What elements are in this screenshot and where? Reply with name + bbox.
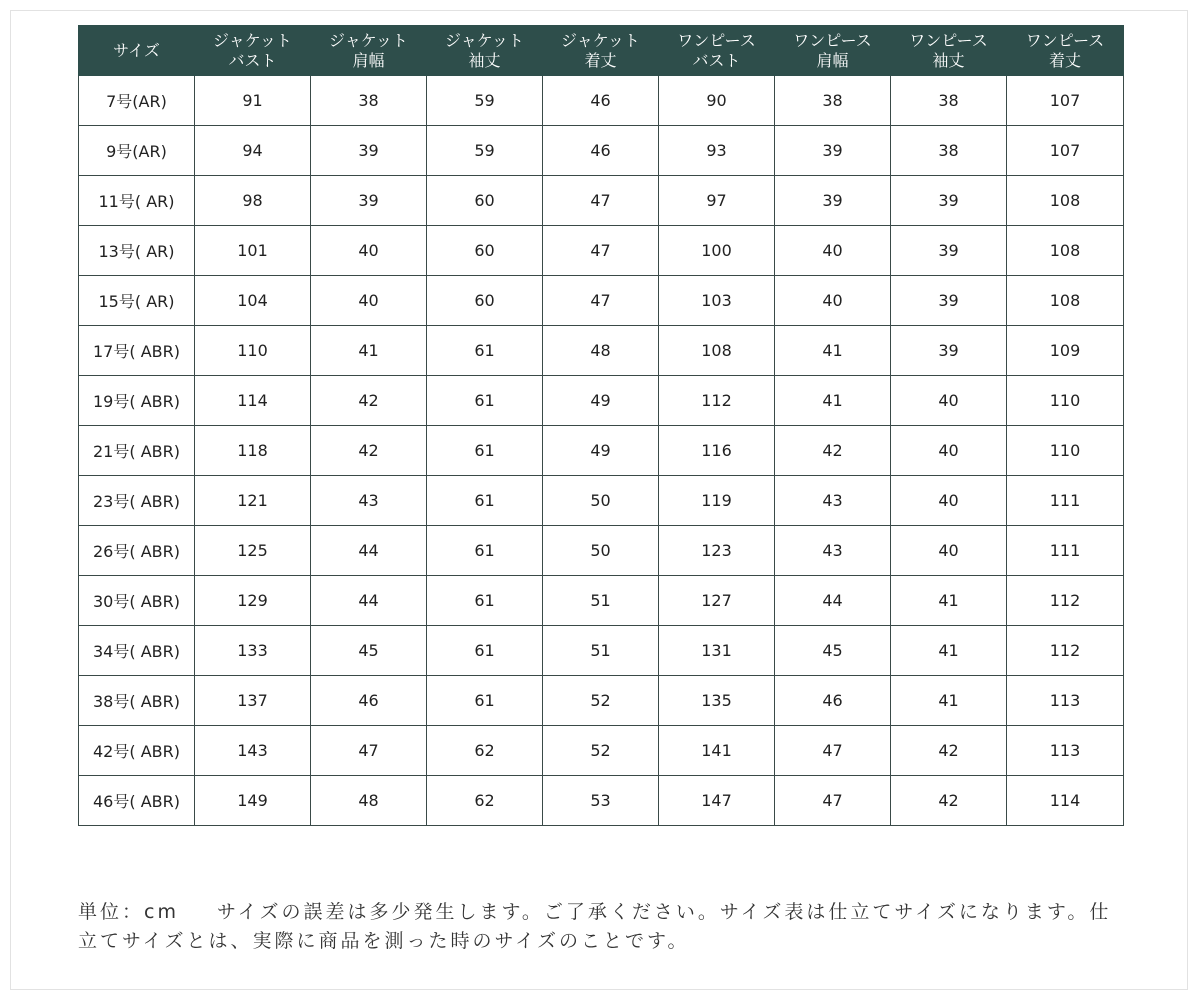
table-row: [79, 76, 1124, 126]
measurement-cell: 62: [427, 726, 543, 776]
measurement-cell: 127: [659, 576, 775, 626]
measurement-cell: 111: [1007, 526, 1124, 576]
measurement-cell: 60: [427, 276, 543, 326]
measurement-cell: 101: [195, 226, 311, 276]
size-note: [78, 898, 1128, 956]
measurement-cell: 41: [775, 376, 891, 426]
measurement-cell: 47: [543, 226, 659, 276]
table-row: [79, 526, 1124, 576]
measurement-cell: 61: [427, 326, 543, 376]
measurement-cell: 42: [891, 776, 1007, 826]
size-cell: 19号( ABR): [79, 376, 195, 426]
measurement-cell: 53: [543, 776, 659, 826]
column-header: ジャケット 着丈: [543, 26, 659, 76]
table-row: [79, 176, 1124, 226]
measurement-cell: 100: [659, 226, 775, 276]
measurement-cell: 42: [311, 376, 427, 426]
measurement-cell: 43: [775, 526, 891, 576]
measurement-cell: 61: [427, 526, 543, 576]
table-row: [79, 576, 1124, 626]
measurement-cell: 41: [311, 326, 427, 376]
column-header: ワンピース 着丈: [1007, 26, 1124, 76]
measurement-cell: 116: [659, 426, 775, 476]
size-cell: 21号( ABR): [79, 426, 195, 476]
measurement-cell: 45: [311, 626, 427, 676]
measurement-cell: 111: [1007, 476, 1124, 526]
measurement-cell: 60: [427, 176, 543, 226]
measurement-cell: 143: [195, 726, 311, 776]
measurement-cell: 50: [543, 476, 659, 526]
measurement-cell: 94: [195, 126, 311, 176]
measurement-cell: 41: [891, 626, 1007, 676]
measurement-cell: 109: [1007, 326, 1124, 376]
measurement-cell: 43: [311, 476, 427, 526]
measurement-cell: 108: [1007, 276, 1124, 326]
measurement-cell: 41: [891, 576, 1007, 626]
measurement-cell: 137: [195, 676, 311, 726]
measurement-cell: 42: [775, 426, 891, 476]
measurement-cell: 113: [1007, 676, 1124, 726]
measurement-cell: 39: [891, 326, 1007, 376]
size-cell: 30号( ABR): [79, 576, 195, 626]
measurement-cell: 90: [659, 76, 775, 126]
measurement-cell: 112: [659, 376, 775, 426]
measurement-cell: 113: [1007, 726, 1124, 776]
measurement-cell: 110: [1007, 376, 1124, 426]
measurement-cell: 40: [775, 226, 891, 276]
size-cell: 13号( AR): [79, 226, 195, 276]
measurement-cell: 108: [659, 326, 775, 376]
size-cell: 26号( ABR): [79, 526, 195, 576]
measurement-cell: 93: [659, 126, 775, 176]
measurement-cell: 61: [427, 476, 543, 526]
measurement-cell: 129: [195, 576, 311, 626]
measurement-cell: 147: [659, 776, 775, 826]
measurement-cell: 61: [427, 376, 543, 426]
measurement-cell: 40: [311, 226, 427, 276]
measurement-cell: 110: [195, 326, 311, 376]
measurement-cell: 41: [775, 326, 891, 376]
measurement-cell: 61: [427, 576, 543, 626]
measurement-cell: 48: [543, 326, 659, 376]
measurement-cell: 123: [659, 526, 775, 576]
measurement-cell: 133: [195, 626, 311, 676]
measurement-cell: 108: [1007, 226, 1124, 276]
size-cell: 15号( AR): [79, 276, 195, 326]
measurement-cell: 119: [659, 476, 775, 526]
table-row: [79, 476, 1124, 526]
column-header: ワンピース 肩幅: [775, 26, 891, 76]
measurement-cell: 39: [891, 176, 1007, 226]
measurement-cell: 48: [311, 776, 427, 826]
measurement-cell: 40: [891, 376, 1007, 426]
size-cell: 38号( ABR): [79, 676, 195, 726]
measurement-cell: 41: [891, 676, 1007, 726]
measurement-cell: 61: [427, 426, 543, 476]
measurement-cell: 47: [775, 726, 891, 776]
unit-label: 単位：cm: [78, 901, 179, 923]
measurement-cell: 39: [311, 176, 427, 226]
column-header: ジャケット 肩幅: [311, 26, 427, 76]
measurement-cell: 47: [543, 176, 659, 226]
measurement-cell: 131: [659, 626, 775, 676]
measurement-cell: 118: [195, 426, 311, 476]
measurement-cell: 112: [1007, 576, 1124, 626]
measurement-cell: 112: [1007, 626, 1124, 676]
measurement-cell: 135: [659, 676, 775, 726]
measurement-cell: 110: [1007, 426, 1124, 476]
measurement-cell: 52: [543, 726, 659, 776]
size-cell: 11号( AR): [79, 176, 195, 226]
measurement-cell: 47: [775, 776, 891, 826]
column-header: ワンピース バスト: [659, 26, 775, 76]
measurement-cell: 38: [891, 126, 1007, 176]
measurement-cell: 114: [1007, 776, 1124, 826]
measurement-cell: 91: [195, 76, 311, 126]
table-row: [79, 276, 1124, 326]
table-body: [79, 76, 1124, 826]
measurement-cell: 39: [891, 276, 1007, 326]
measurement-cell: 114: [195, 376, 311, 426]
measurement-cell: 40: [891, 476, 1007, 526]
table-row: [79, 326, 1124, 376]
size-cell: 17号( ABR): [79, 326, 195, 376]
measurement-cell: 42: [891, 726, 1007, 776]
measurement-cell: 59: [427, 76, 543, 126]
size-cell: 34号( ABR): [79, 626, 195, 676]
measurement-cell: 52: [543, 676, 659, 726]
table-row: [79, 626, 1124, 676]
measurement-cell: 39: [891, 226, 1007, 276]
measurement-cell: 141: [659, 726, 775, 776]
measurement-cell: 125: [195, 526, 311, 576]
size-cell: 23号( ABR): [79, 476, 195, 526]
measurement-cell: 98: [195, 176, 311, 226]
measurement-cell: 45: [775, 626, 891, 676]
measurement-cell: 39: [775, 176, 891, 226]
measurement-cell: 39: [775, 126, 891, 176]
measurement-cell: 107: [1007, 126, 1124, 176]
measurement-cell: 46: [543, 126, 659, 176]
measurement-cell: 39: [311, 126, 427, 176]
column-header: ワンピース 袖丈: [891, 26, 1007, 76]
column-header: ジャケット バスト: [195, 26, 311, 76]
size-cell: 9号(AR): [79, 126, 195, 176]
table-row: [79, 126, 1124, 176]
measurement-cell: 38: [775, 76, 891, 126]
measurement-cell: 51: [543, 626, 659, 676]
size-cell: 46号( ABR): [79, 776, 195, 826]
measurement-cell: 44: [311, 576, 427, 626]
measurement-cell: 47: [311, 726, 427, 776]
measurement-cell: 46: [311, 676, 427, 726]
size-chart-table: [78, 25, 1124, 826]
measurement-cell: 46: [543, 76, 659, 126]
measurement-cell: 62: [427, 776, 543, 826]
measurement-cell: 104: [195, 276, 311, 326]
measurement-cell: 149: [195, 776, 311, 826]
note-text: サイズの誤差は多少発生します。ご了承ください。サイズ表は仕立てサイズになります。仕立てサイズとは、実際に商品を測った時のサイズのことです。: [78, 901, 1112, 952]
measurement-cell: 42: [311, 426, 427, 476]
table-row: [79, 226, 1124, 276]
measurement-cell: 107: [1007, 76, 1124, 126]
measurement-cell: 38: [311, 76, 427, 126]
measurement-cell: 40: [311, 276, 427, 326]
measurement-cell: 44: [775, 576, 891, 626]
measurement-cell: 121: [195, 476, 311, 526]
table-row: [79, 426, 1124, 476]
size-cell: 42号( ABR): [79, 726, 195, 776]
measurement-cell: 43: [775, 476, 891, 526]
measurement-cell: 51: [543, 576, 659, 626]
measurement-cell: 40: [775, 276, 891, 326]
measurement-cell: 40: [891, 526, 1007, 576]
measurement-cell: 44: [311, 526, 427, 576]
measurement-cell: 40: [891, 426, 1007, 476]
measurement-cell: 50: [543, 526, 659, 576]
column-header: ジャケット 袖丈: [427, 26, 543, 76]
table-header-row: [79, 26, 1124, 76]
table-row: [79, 676, 1124, 726]
table-row: [79, 376, 1124, 426]
measurement-cell: 103: [659, 276, 775, 326]
measurement-cell: 49: [543, 376, 659, 426]
measurement-cell: 49: [543, 426, 659, 476]
measurement-cell: 59: [427, 126, 543, 176]
measurement-cell: 47: [543, 276, 659, 326]
measurement-cell: 61: [427, 676, 543, 726]
size-cell: 7号(AR): [79, 76, 195, 126]
column-header: サイズ: [79, 26, 195, 76]
measurement-cell: 61: [427, 626, 543, 676]
measurement-cell: 108: [1007, 176, 1124, 226]
table-row: [79, 726, 1124, 776]
measurement-cell: 60: [427, 226, 543, 276]
measurement-cell: 97: [659, 176, 775, 226]
table-row: [79, 776, 1124, 826]
measurement-cell: 46: [775, 676, 891, 726]
measurement-cell: 38: [891, 76, 1007, 126]
